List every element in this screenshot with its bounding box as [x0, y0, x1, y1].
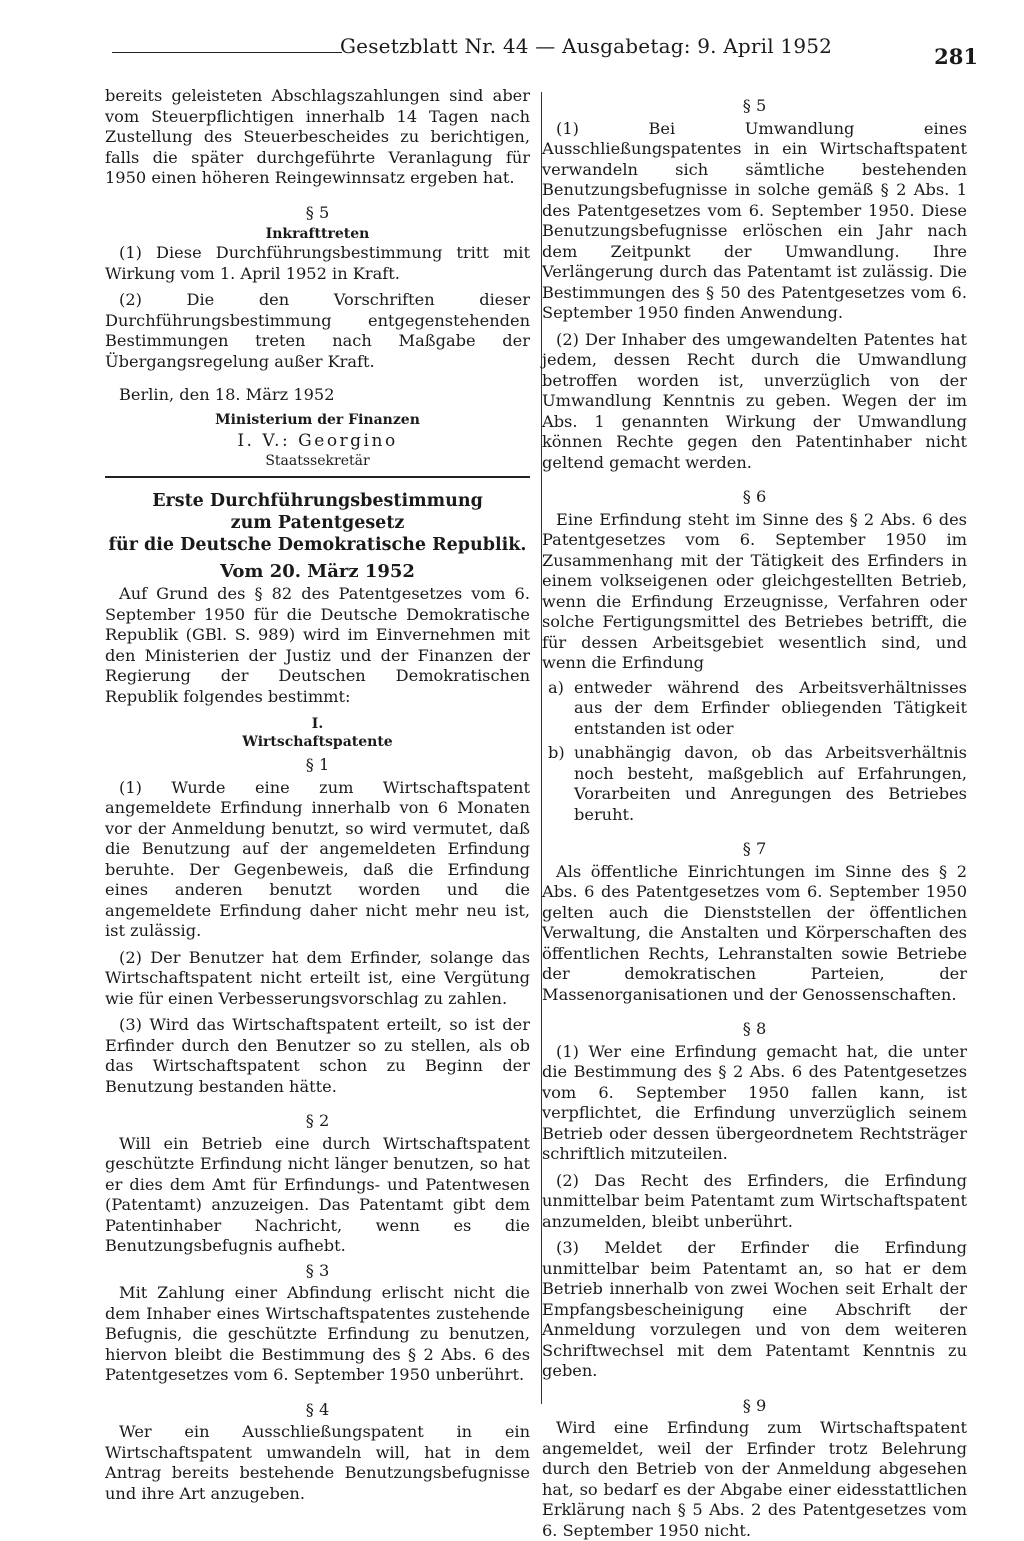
list-item-label: a): [548, 677, 564, 697]
section-heading: § 5: [742, 96, 767, 115]
paragraph: Mit Zahlung einer Abfindung erlischt nicht die dem Inhaber eines Wirtschaftspatentes zustehende Befugnis, die geschützte Erfindung zu benutzen, hiervon bleibt die Bestimmung des § 2 Abs. 6 des Patentgesetzes vom 6. September 1950 unberührt.: [105, 1283, 530, 1384]
preamble: Auf Grund des § 82 des Patentgesetzes vom 6. September 1950 für die Deutsche Demokratische Republik (GBl. S. 989) wird im Einvernehmen mit den Ministerien der Justiz und der Finanzen der Regierung der Deutschen Demokratischen Republik folgendes bestimmt:: [105, 584, 530, 706]
ordinance-title: zum Patentgesetz: [230, 513, 405, 533]
paragraph: (1) Diese Durchführungsbestimmung tritt mit Wirkung vom 1. April 1952 in Kraft.: [105, 243, 530, 283]
paragraph: (1) Wurde eine zum Wirtschaftspatent angemeldete Erfindung innerhalb von 6 Monaten vor der Anmeldung benutzt, so wird vermutet, daß die Benutzung auf der angemeldeten Erfindung beruhte. Der Gegenbeweis, daß die Erfindung eines anderen benutzt worden und die angemeldete Erfindung daher nicht mehr neu ist, ist zulässig.: [105, 777, 530, 940]
left-column: [105, 86, 530, 1504]
ordinance-title: Erste Durchführungsbestimmung: [152, 491, 483, 511]
paragraph: (3) Wird das Wirtschaftspatent erteilt, so ist der Erfinder durch den Benutzer so zu stellen, als ob das Wirtschaftspatent schon zu Beginn der Benutzung bestanden hätte.: [105, 1015, 530, 1096]
list-item: [542, 678, 967, 740]
header-title: Gesetzblatt Nr. 44 — Ausgabetag: 9. April 1952: [340, 34, 833, 58]
continuation-paragraph: bereits geleisteten Abschlagszahlungen sind aber vom Steuerpflichtigen innerhalb 14 Tagen nach Zustellung des Steuerbescheides zu berichtigen, falls die später durchgeführte Veranlagung für 1950 einen höheren Reingewinnsatz ergeben hat.: [105, 86, 530, 187]
section-heading: § 3: [305, 1260, 330, 1280]
section-heading: § 6: [742, 487, 767, 506]
list-item-text: unabhängig davon, ob das Arbeitsverhältnis noch besteht, maßgeblich auf Erfahrungen, Vorarbeiten und Anregungen des Betriebes beruht.: [574, 743, 967, 824]
paragraph: (2) Der Benutzer hat dem Erfinder, solange das Wirtschaftspatent nicht erteilt ist, eine Vergütung wie für einen Verbesserungsvorschlag zu zahlen.: [105, 947, 530, 1008]
right-column: [542, 86, 967, 1541]
section-heading: § 1: [305, 755, 330, 774]
paragraph: Will ein Betrieb eine durch Wirtschaftspatent geschützte Erfindung nicht länger benutzen, so hat er dies dem Amt für Erfindungs- und Patentwesen (Patentamt) anzuzeigen. Das Patentamt gibt dem Patentinhaber Nachricht, wenn es die Benutzungsbefugnis aufhebt.: [105, 1133, 530, 1255]
paragraph: (1) Wer eine Erfindung gemacht hat, die unter die Bestimmung des § 2 Abs. 6 des Patentgesetzes vom 6. September 1950 fallen kann, ist verpflichtet, die Erfindung unverzüglich seinem Betrieb oder dessen übergeordnetem Rechtsträger schriftlich mitzuteilen.: [542, 1041, 967, 1163]
page-number: 281: [934, 44, 978, 69]
section-heading: § 2: [305, 1111, 330, 1130]
list-item: [542, 743, 967, 825]
section-title: Inkrafttreten: [265, 226, 370, 242]
section-heading: § 5: [305, 202, 330, 222]
section-heading: § 7: [742, 839, 767, 858]
ordinance-date: Vom 20. März 1952: [220, 561, 415, 582]
signer-role: Staatssekretär: [265, 453, 370, 469]
signature-block: [105, 384, 530, 470]
section-heading: § 9: [742, 1395, 767, 1415]
paragraph: (2) Das Recht des Erfinders, die Erfindung unmittelbar beim Patentamt zum Wirtschaftspatent anzumelden, bleibt unberührt.: [542, 1170, 967, 1231]
place-date: Berlin, den 18. März 1952: [119, 385, 335, 404]
ordinance-title: für die Deutsche Demokratische Republik.: [108, 535, 527, 555]
section-rule: [105, 476, 530, 478]
ministry-name: Ministerium der Finanzen: [215, 412, 420, 428]
paragraph: (2) Die den Vorschriften dieser Durchführungsbestimmung entgegenstehenden Bestimmungen treten nach Maßgabe der Übergangsregelung außer Kraft.: [105, 290, 530, 371]
paragraph: Wird eine Erfindung zum Wirtschaftspatent angemeldet, weil der Erfinder trotz Belehrung durch den Betrieb von der Anmeldung abgesehen hat, so bedarf es der Abgabe einer eidesstattlichen Erklärung nach § 5 Abs. 2 des Patentgesetzes vom 6. September 1950 nicht.: [542, 1418, 967, 1540]
part-number: I.: [311, 716, 324, 732]
header-rule: [112, 52, 342, 53]
list-item-text: entweder während des Arbeitsverhältnisses aus der dem Erfinder obliegenden Tätigkeit entstanden ist oder: [574, 677, 967, 738]
section-heading: § 8: [742, 1019, 767, 1038]
list-item-label: b): [548, 743, 565, 762]
paragraph: Als öffentliche Einrichtungen im Sinne des § 2 Abs. 6 des Patentgesetzes vom 6. September 1950 gelten auch die Dienststellen der öffentlichen Verwaltung, die Anstalten und Körperschaften des öffentlichen Rechts, Lehranstalten sowie Betriebe der demokratischen Parteien, der Massenorganisationen und der Genossenschaften.: [542, 861, 967, 1004]
paragraph: (1) Bei Umwandlung eines Ausschließungspatentes in ein Wirtschaftspatent verwandeln sich sämtliche bestehenden Benutzungsbefugnisse in solche gemäß § 2 Abs. 1 des Patentgesetzes vom 6. September 1950. Diese Benutzungsbefugnisse erlöschen ein Jahr nach dem Zeitpunkt der Umwandlung. Ihre Verlängerung durch das Patentamt ist zulässig. Die Bestimmungen des § 50 des Patentgesetzes vom 6. September 1950 finden Anwendung.: [542, 118, 967, 322]
paragraph: (2) Der Inhaber des umgewandelten Patentes hat jedem, dessen Recht durch die Umwandlung betroffen worden ist, unverzüglich von der Umwandlung Kenntnis zu geben. Wegen der im Abs. 1 genannten Wirkung der Umwandlung können Rechte gegen den Patentinhaber nicht geltend gemacht werden.: [542, 329, 967, 472]
paragraph: (3) Meldet der Erfinder die Erfindung unmittelbar beim Patentamt an, so hat er dem Betrieb innerhalb von zwei Wochen seit Erhalt der Empfangsbescheinigung eine Abschrift der Anmeldung vorzulegen und von dem weiteren Schriftwechsel mit dem Patentamt Kenntnis zu geben.: [542, 1238, 967, 1380]
page-header: [112, 30, 984, 70]
section-heading: § 4: [305, 1399, 330, 1419]
signer-name: I. V.: Georgino: [237, 431, 398, 451]
paragraph: Eine Erfindung steht im Sinne des § 2 Abs. 6 des Patentgesetzes vom 6. September 1950 im Zusammenhang mit der Tätigkeit des Erfinders in einem volkseigenen oder gleichgestellten Betrieb, wenn die Erfindung Erzeugnisse, Verfahren oder solche Fertigungsmittel des Betriebes betrifft, die für dessen Arbeitsgebiet wesentlich sind, und wenn die Erfindung: [542, 509, 967, 672]
paragraph: Wer ein Ausschließungspatent in ein Wirtschaftspatent umwandeln will, hat in dem Antrag bereits bestehende Benutzungsbefugnisse und ihre Art anzugeben.: [105, 1422, 530, 1503]
part-title: Wirtschaftspatente: [242, 734, 393, 750]
